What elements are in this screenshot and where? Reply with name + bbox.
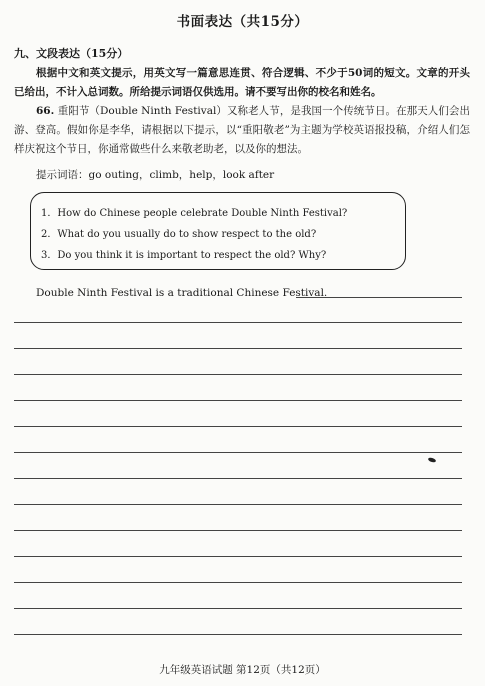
question-text: 重阳节（Double Ninth Festival）又称老人节，是我国一个传统节日。在那天人们会出游、登高。假如你是李华，请根据以下提示，以“重阳敬老”为主题为学校英语报投稿，介绍人们怎样庆祝这个节日，你通常做些什么来敬老助老，以及你的想法。 (14, 105, 471, 155)
writing-line[interactable] (14, 322, 462, 323)
opening-sentence: Double Ninth Festival is a traditional Chinese Festival. (36, 287, 328, 299)
writing-line[interactable] (14, 400, 462, 401)
writing-line[interactable] (14, 582, 462, 583)
writing-line[interactable] (14, 478, 462, 479)
writing-line[interactable] (14, 504, 462, 505)
page-footer: 九年级英语试题 第12页（共12页） (159, 664, 326, 676)
writing-line[interactable] (14, 530, 462, 531)
prompt-item: 3．Do you think it is important to respect the old? Why? (41, 250, 327, 261)
writing-line[interactable] (14, 608, 462, 609)
writing-line[interactable] (14, 452, 462, 453)
question-prompt (14, 102, 470, 159)
prompt-item: 1．How do Chinese people celebrate Double Ninth Festival? (41, 208, 348, 219)
writing-line[interactable] (14, 348, 462, 349)
writing-line[interactable] (14, 634, 462, 635)
writing-line[interactable] (14, 556, 462, 557)
prompt-box (30, 192, 406, 270)
ink-speck (428, 457, 437, 463)
writing-line[interactable] (296, 297, 462, 298)
question-number: 66. (36, 105, 55, 117)
prompt-item: 2．What do you usually do to show respect to the old? (41, 229, 317, 240)
section-instructions: 根据中文和英文提示，用英文写一篇意思连贯、符合逻辑、不少于50词的短文。文章的开头已给出，不计入总词数。所给提示词语仅供选用。请不要写出你的校名和姓名。 (14, 67, 470, 98)
writing-line[interactable] (14, 374, 462, 375)
section-heading: 九、文段表达（15分） (14, 47, 129, 60)
hint-words: 提示词语：go outing，climb，help，look after (36, 169, 275, 181)
writing-line[interactable] (14, 426, 462, 427)
page-title: 书面表达（共15分） (176, 14, 309, 30)
